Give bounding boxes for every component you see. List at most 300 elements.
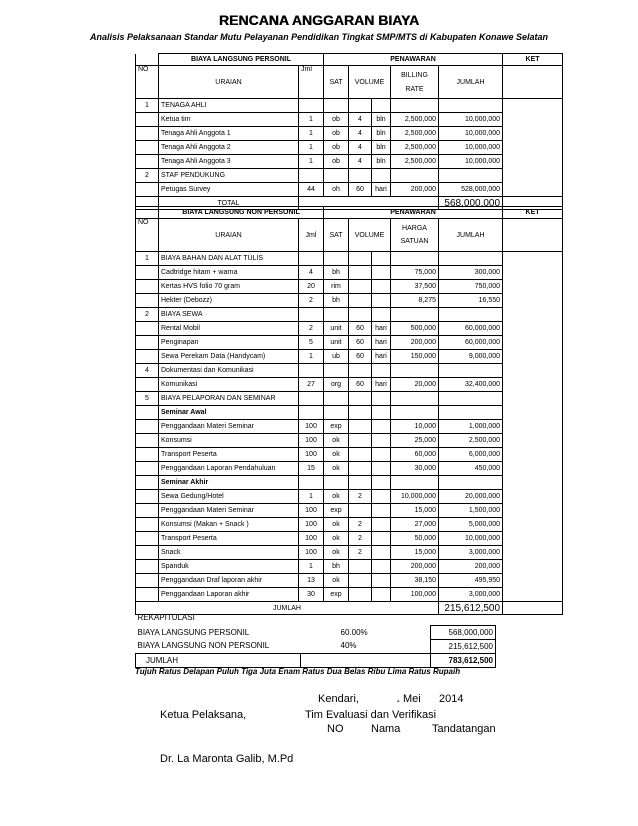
rekap-row-value: 215,612,500 <box>431 639 496 653</box>
row-rate: 2,500,000 <box>391 141 439 155</box>
row-sat: exp <box>324 504 349 518</box>
row-volume <box>349 574 372 588</box>
table-row <box>136 392 563 406</box>
row-ket <box>503 490 563 504</box>
row-uraian: STAF PENDUKUNG <box>159 169 299 183</box>
row-volume-unit <box>372 574 391 588</box>
row-uraian: Hekter (Debozz) <box>159 294 299 308</box>
row-no <box>136 141 159 155</box>
personil-uraian-header: URAIAN <box>159 66 299 99</box>
row-sat: ob <box>324 127 349 141</box>
row-uraian: Sewa Gedung/Hotel <box>159 490 299 504</box>
row-sat: ok <box>324 574 349 588</box>
row-sat: bh <box>324 294 349 308</box>
row-jml: 100 <box>299 420 324 434</box>
row-rate: 25,000 <box>391 434 439 448</box>
row-uraian: Penggandaan Laporan Pendahuluan <box>159 462 299 476</box>
row-ket <box>503 560 563 574</box>
row-no <box>136 490 159 504</box>
row-no <box>136 434 159 448</box>
row-sat <box>324 308 349 322</box>
row-ket <box>503 266 563 280</box>
row-volume-unit <box>372 588 391 602</box>
page-subtitle: Analisis Pelaksanaan Standar Mutu Pelayanan Pendidikan Tingkat SMP/MTS di Kabupaten Konawe Selatan <box>90 32 548 42</box>
row-ket <box>503 336 563 350</box>
row-volume <box>349 169 372 183</box>
row-ket <box>503 252 563 266</box>
row-jumlah: 200,000 <box>439 560 503 574</box>
signature-right-title: Tim Evaluasi dan Verifikasi <box>305 709 437 721</box>
row-jumlah: 495,950 <box>439 574 503 588</box>
table-row <box>136 252 563 266</box>
table-row <box>136 266 563 280</box>
row-volume <box>349 434 372 448</box>
signature-month: Mei <box>403 693 421 705</box>
row-jumlah <box>439 364 503 378</box>
row-jumlah: 528,000,000 <box>439 183 503 197</box>
row-volume-unit <box>372 364 391 378</box>
row-uraian: Cadtridge hitam + warna <box>159 266 299 280</box>
row-volume <box>349 280 372 294</box>
row-no <box>136 406 159 420</box>
row-volume-unit: hari <box>372 378 391 392</box>
rekap-row-pct: 40% <box>301 639 431 653</box>
row-ket <box>503 127 563 141</box>
row-volume-unit <box>372 169 391 183</box>
row-volume-unit: bln <box>372 127 391 141</box>
row-no <box>136 155 159 169</box>
row-sat: ub <box>324 350 349 364</box>
row-volume <box>349 406 372 420</box>
row-jml <box>299 364 324 378</box>
row-sat <box>324 169 349 183</box>
non-sat-header: SAT <box>324 219 349 252</box>
personil-volume-header: VOLUME <box>349 66 391 99</box>
page-title: RENCANA ANGGARAN BIAYA <box>218 12 420 28</box>
row-rate: 20,000 <box>391 378 439 392</box>
row-volume: 60 <box>349 378 372 392</box>
row-uraian: Seminar Awal <box>159 406 299 420</box>
table-row <box>136 476 563 490</box>
row-volume-unit <box>372 294 391 308</box>
table-row <box>136 141 563 155</box>
row-no <box>136 476 159 490</box>
signature-year: 2014 <box>439 693 464 705</box>
row-ket <box>503 476 563 490</box>
table-row <box>136 113 563 127</box>
row-no <box>136 448 159 462</box>
row-jumlah <box>439 308 503 322</box>
row-uraian: Tenaga Ahli Anggota 2 <box>159 141 299 155</box>
row-no: 2 <box>136 169 159 183</box>
row-jml <box>299 406 324 420</box>
non-section-label: BIAYA LANGSUNG NON PERSONIL <box>159 207 324 219</box>
row-volume <box>349 392 372 406</box>
row-volume: 60 <box>349 322 372 336</box>
row-volume-unit <box>372 476 391 490</box>
row-sat <box>324 476 349 490</box>
row-ket <box>503 183 563 197</box>
row-no <box>136 420 159 434</box>
row-volume-unit <box>372 434 391 448</box>
row-jml: 27 <box>299 378 324 392</box>
row-sat <box>324 392 349 406</box>
row-volume: 4 <box>349 141 372 155</box>
table-row <box>136 518 563 532</box>
row-uraian: Konsumsi <box>159 434 299 448</box>
table-row <box>136 183 563 197</box>
row-uraian: Penggandaan Laporan akhir <box>159 588 299 602</box>
row-volume <box>349 364 372 378</box>
row-sat: ok <box>324 518 349 532</box>
nonpersonil-table <box>135 206 563 615</box>
row-jml: 4 <box>299 266 324 280</box>
table-row <box>136 294 563 308</box>
row-volume <box>349 266 372 280</box>
row-jumlah: 6,000,000 <box>439 448 503 462</box>
row-rate <box>391 406 439 420</box>
row-jml: 1 <box>299 560 324 574</box>
row-ket <box>503 392 563 406</box>
row-jumlah: 10,000,000 <box>439 532 503 546</box>
row-volume: 2 <box>349 546 372 560</box>
row-jml: 13 <box>299 574 324 588</box>
row-rate: 2,500,000 <box>391 113 439 127</box>
table-row <box>136 308 563 322</box>
row-jml: 100 <box>299 518 324 532</box>
row-uraian: Penggandaan Materi Seminar <box>159 420 299 434</box>
row-ket <box>503 294 563 308</box>
table-row <box>136 322 563 336</box>
row-jml: 1 <box>299 155 324 169</box>
row-sat: ok <box>324 434 349 448</box>
row-jml: 15 <box>299 462 324 476</box>
row-volume-unit: bln <box>372 113 391 127</box>
row-sat <box>324 406 349 420</box>
row-uraian: Petugas Survey <box>159 183 299 197</box>
row-uraian: Transport Peserta <box>159 448 299 462</box>
row-sat: ok <box>324 462 349 476</box>
row-sat <box>324 364 349 378</box>
row-jumlah: 32,400,000 <box>439 378 503 392</box>
row-ket <box>503 308 563 322</box>
row-ket <box>503 546 563 560</box>
row-jumlah: 16,550 <box>439 294 503 308</box>
row-no <box>136 588 159 602</box>
non-ket-cell <box>503 219 563 252</box>
row-volume: 60 <box>349 350 372 364</box>
row-volume <box>349 308 372 322</box>
table-row <box>136 350 563 364</box>
signature-mark: ˛ <box>397 691 401 703</box>
row-sat: rim <box>324 280 349 294</box>
table-row <box>136 532 563 546</box>
row-rate: 10,000,000 <box>391 490 439 504</box>
signature-place: Kendari, <box>318 693 359 705</box>
table-row <box>136 560 563 574</box>
table-row <box>136 588 563 602</box>
row-volume-unit: hari <box>372 336 391 350</box>
row-rate <box>391 476 439 490</box>
total-ket <box>503 602 563 615</box>
row-jumlah: 3,000,000 <box>439 546 503 560</box>
row-volume <box>349 99 372 113</box>
row-jml <box>299 308 324 322</box>
row-jumlah: 10,000,000 <box>439 127 503 141</box>
row-no <box>136 266 159 280</box>
signature-left-name: Dr. La Maronta Galib, M.Pd <box>160 753 294 765</box>
non-penawaran-label: PENAWARAN <box>324 207 503 219</box>
row-volume <box>349 504 372 518</box>
personil-no-header: NO <box>136 66 159 99</box>
row-volume-unit: bln <box>372 141 391 155</box>
row-sat: ok <box>324 490 349 504</box>
row-volume <box>349 462 372 476</box>
table-row <box>136 364 563 378</box>
table-row <box>136 127 563 141</box>
row-sat: exp <box>324 588 349 602</box>
row-jml: 20 <box>299 280 324 294</box>
rekap-row-value: 568,000,000 <box>431 625 496 639</box>
row-rate <box>391 99 439 113</box>
table-row <box>136 155 563 169</box>
row-ket <box>503 364 563 378</box>
row-no <box>136 504 159 518</box>
row-volume-unit <box>372 252 391 266</box>
personil-section-label: BIAYA LANGSUNG PERSONIL <box>159 54 324 66</box>
row-uraian: Kertas HVS folio 70 gram <box>159 280 299 294</box>
table-row <box>136 574 563 588</box>
row-jml: 100 <box>299 546 324 560</box>
row-volume <box>349 560 372 574</box>
row-volume-unit <box>372 406 391 420</box>
row-jml: 30 <box>299 588 324 602</box>
row-rate: 2,500,000 <box>391 155 439 169</box>
row-uraian: Penggandaan Materi Seminar <box>159 504 299 518</box>
row-ket <box>503 155 563 169</box>
row-uraian: Sewa Perekam Data (Handycam) <box>159 350 299 364</box>
row-ket <box>503 99 563 113</box>
row-no: 1 <box>136 99 159 113</box>
row-ket <box>503 448 563 462</box>
row-sat: oh <box>324 183 349 197</box>
personil-rate-header <box>391 66 439 99</box>
row-rate <box>391 392 439 406</box>
row-sat: ob <box>324 155 349 169</box>
rekap-label: REKAPITULASI <box>137 612 195 622</box>
row-ket <box>503 113 563 127</box>
row-ket <box>503 169 563 183</box>
row-jumlah: 450,000 <box>439 462 503 476</box>
table-row <box>136 280 563 294</box>
rekap-jumlah-spacer <box>301 653 431 667</box>
row-sat: exp <box>324 420 349 434</box>
personil-ket-label: KET <box>503 54 563 66</box>
non-volume-header: VOLUME <box>349 219 391 252</box>
row-uraian: Penggandaan Draf laporan akhir <box>159 574 299 588</box>
row-volume-unit: hari <box>372 350 391 364</box>
non-jumlah-header: JUMLAH <box>439 219 503 252</box>
row-jumlah: 60,000,000 <box>439 336 503 350</box>
row-jumlah: 9,000,000 <box>439 350 503 364</box>
row-jumlah: 1,000,000 <box>439 420 503 434</box>
row-volume-unit <box>372 560 391 574</box>
row-no: 1 <box>136 252 159 266</box>
total-label: TOTAL <box>159 197 299 210</box>
row-volume: 2 <box>349 532 372 546</box>
row-volume <box>349 448 372 462</box>
row-rate: 15,000 <box>391 546 439 560</box>
row-jumlah: 10,000,000 <box>439 155 503 169</box>
row-volume: 4 <box>349 113 372 127</box>
row-rate: 60,000 <box>391 448 439 462</box>
row-volume-unit <box>372 448 391 462</box>
row-ket <box>503 420 563 434</box>
row-jml: 100 <box>299 448 324 462</box>
row-uraian: Tenaga Ahli Anggota 3 <box>159 155 299 169</box>
row-uraian: Rental Mobil <box>159 322 299 336</box>
table-row <box>136 448 563 462</box>
row-jml: 1 <box>299 127 324 141</box>
row-rate: 27,000 <box>391 518 439 532</box>
total-value: 215,612,500 <box>439 602 503 615</box>
row-rate: 75,000 <box>391 266 439 280</box>
row-no <box>136 322 159 336</box>
row-volume: 4 <box>349 127 372 141</box>
row-jumlah: 10,000,000 <box>439 141 503 155</box>
row-volume-unit <box>372 266 391 280</box>
row-jml <box>299 99 324 113</box>
row-sat: org <box>324 378 349 392</box>
row-volume-unit <box>372 546 391 560</box>
row-sat: ob <box>324 141 349 155</box>
table-row <box>136 434 563 448</box>
row-jml: 5 <box>299 336 324 350</box>
row-sat: unit <box>324 322 349 336</box>
total-label: JUMLAH <box>136 602 439 615</box>
row-rate: 15,000 <box>391 504 439 518</box>
row-volume-unit: bln <box>372 155 391 169</box>
row-ket <box>503 504 563 518</box>
non-no-header: NO <box>136 219 159 252</box>
header-spacer <box>136 207 159 219</box>
row-volume-unit <box>372 392 391 406</box>
rekap-row-pct: 60.00% <box>301 625 431 639</box>
rekap-jumlah-value: 783,612,500 <box>431 653 496 667</box>
signature-col-tanda: Tandatangan <box>432 723 496 735</box>
row-ket <box>503 406 563 420</box>
signature-left-title: Ketua Pelaksana, <box>160 709 247 721</box>
row-rate: 200,000 <box>391 183 439 197</box>
row-rate: 37,500 <box>391 280 439 294</box>
row-jml: 100 <box>299 434 324 448</box>
row-uraian: Ketua tim <box>159 113 299 127</box>
row-jumlah: 10,000,000 <box>439 113 503 127</box>
row-ket <box>503 434 563 448</box>
row-uraian: BIAYA PELAPORAN DAN SEMINAR <box>159 392 299 406</box>
row-jml: 1 <box>299 113 324 127</box>
row-jumlah: 300,000 <box>439 266 503 280</box>
row-rate: 38,150 <box>391 574 439 588</box>
row-sat: bh <box>324 560 349 574</box>
row-jml: 1 <box>299 141 324 155</box>
row-jumlah: 5,000,000 <box>439 518 503 532</box>
table-row <box>136 99 563 113</box>
row-volume: 2 <box>349 518 372 532</box>
row-jumlah: 2,500,000 <box>439 434 503 448</box>
row-volume-unit <box>372 504 391 518</box>
row-rate: 200,000 <box>391 560 439 574</box>
row-ket <box>503 462 563 476</box>
row-no <box>136 378 159 392</box>
row-volume <box>349 294 372 308</box>
rekap-row-label: BIAYA LANGSUNG PERSONIL <box>137 627 250 637</box>
table-row <box>136 490 563 504</box>
table-row <box>136 169 563 183</box>
row-jumlah <box>439 392 503 406</box>
row-jumlah <box>439 476 503 490</box>
row-rate: 150,000 <box>391 350 439 364</box>
row-sat: ok <box>324 546 349 560</box>
table-row <box>136 462 563 476</box>
row-volume-unit <box>372 518 391 532</box>
signature-col-no: NO <box>327 723 344 735</box>
row-sat: ob <box>324 113 349 127</box>
row-ket <box>503 141 563 155</box>
total-value: 568,000,000 <box>439 197 503 210</box>
row-jumlah <box>439 169 503 183</box>
row-uraian: TENAGA AHLI <box>159 99 299 113</box>
row-no <box>136 518 159 532</box>
row-no <box>136 350 159 364</box>
row-rate: 50,000 <box>391 532 439 546</box>
personil-sat-header: SAT <box>324 66 349 99</box>
row-ket <box>503 518 563 532</box>
personil-ket-cell <box>503 66 563 99</box>
row-no <box>136 336 159 350</box>
row-jumlah <box>439 252 503 266</box>
row-volume: 2 <box>349 490 372 504</box>
table-row <box>136 378 563 392</box>
row-volume <box>349 476 372 490</box>
row-no <box>136 574 159 588</box>
row-rate: 8,275 <box>391 294 439 308</box>
row-jml: 100 <box>299 532 324 546</box>
personil-jumlah-header: JUMLAH <box>439 66 503 99</box>
row-jml: 100 <box>299 504 324 518</box>
row-no <box>136 294 159 308</box>
row-no <box>136 280 159 294</box>
row-rate: 500,000 <box>391 322 439 336</box>
row-sat: unit <box>324 336 349 350</box>
row-uraian: Snack <box>159 546 299 560</box>
row-volume: 4 <box>349 155 372 169</box>
row-rate <box>391 364 439 378</box>
row-jml: 2 <box>299 294 324 308</box>
rekap-row-label: BIAYA LANGSUNG NON PERSONIL <box>137 641 270 651</box>
row-uraian: Dokumentasi dan Komunikasi <box>159 364 299 378</box>
rate-label-2: RATE <box>405 85 424 93</box>
row-jumlah <box>439 406 503 420</box>
row-rate <box>391 252 439 266</box>
personil-penawaran-label: PENAWARAN <box>324 54 503 66</box>
row-uraian: Seminar Akhir <box>159 476 299 490</box>
row-rate: 30,000 <box>391 462 439 476</box>
rate-label-1: HARGA <box>402 225 427 232</box>
non-rate-header <box>391 219 439 252</box>
row-volume-unit: hari <box>372 322 391 336</box>
header-spacer <box>136 54 159 66</box>
